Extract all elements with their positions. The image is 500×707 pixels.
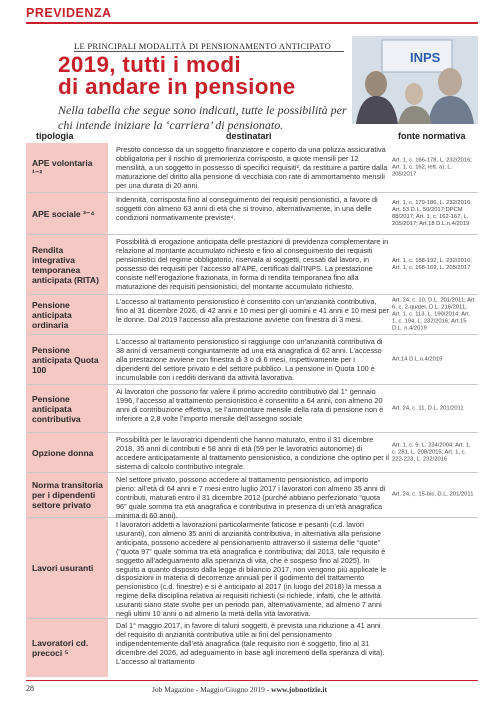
- article-title: [58, 54, 358, 98]
- table-row: [26, 193, 478, 235]
- inps-photo-illustration: [352, 36, 478, 124]
- title-line-1: 2019, tutti i modi: [58, 52, 241, 77]
- row-reference: Art.14 D.L.n.4/2019: [392, 356, 443, 362]
- footer-url[interactable]: www.jobnotizie.it: [271, 685, 327, 694]
- row-type: Pensione anticipata Quota 100: [32, 344, 99, 375]
- footer-text: Job Magazine - Maggio/Giugno 2019 -: [152, 685, 272, 694]
- row-type: Norma transitoria per i dipendenti settore privato: [32, 480, 103, 510]
- table-row: [26, 295, 478, 335]
- row-type: APE sociale ³⁻⁴: [32, 208, 95, 219]
- row-type-cell: [26, 193, 108, 234]
- row-description: Nel settore privato, possono accedere al trattamento pensionistico, ad importo pieno: all’età di 64 anni e 7 mesi entro luglio 2017 i lavoratori con almeno 35 anni di contributi, maturati entro il 31 dicembre 2012 (purché abbiano perfezionato “quota 96” quale somma tra età anagrafica e contributiva in presenza di un’età anagrafica minima di 60 anni).: [116, 475, 386, 520]
- row-reference: Art. 24, c. 11, D.L. 201/2011: [392, 405, 464, 411]
- footer: [152, 685, 327, 694]
- section-label: PREVIDENZA: [26, 6, 112, 20]
- row-type-cell: [26, 619, 108, 677]
- row-reference: Art. 1, c. 188-192, L. 232/2016; Art. 1, c. 168-169, L. 205/2017: [392, 257, 472, 271]
- column-header-fonte: fonte normativa: [398, 131, 466, 141]
- table-row: [26, 235, 478, 295]
- row-type: Lavoratori cd. precoci ⁵: [32, 638, 89, 658]
- row-description: L’accesso al trattamento pensionistico è consentito con un’anzianità contributiva, fino al 31 dicembre 2026, di 42 anni e 10 mesi per gli uomini e 41 anni e 10 mesi per le donne. Dal 2019 l’accesso alla prestazione avviene con finestra di 3 mesi.: [116, 297, 389, 324]
- row-reference: Art. 1, c. 179-186, L. 232/2016; Art. 53 D.L. 50/2017;DPCM 88/2017; Art. 1, c. 162-167, L. 205/2017; Art.18 D.L.n.4/2019: [392, 199, 472, 227]
- pension-table: [26, 143, 478, 677]
- table-row: [26, 433, 478, 473]
- row-type: Lavori usuranti: [32, 563, 94, 573]
- article-subtitle: Nella tabella che segue sono indicati, tutte le possibilità per chi intende iniziare la ‘carriera’ di pensionato.: [58, 103, 347, 132]
- footer-rule: [26, 680, 478, 681]
- row-type-cell: [26, 473, 108, 517]
- row-type-cell: [26, 235, 108, 294]
- page-number: 28: [26, 684, 34, 693]
- header-rule: [26, 22, 478, 24]
- table-row: [26, 385, 478, 433]
- row-type-cell: [26, 518, 108, 618]
- row-reference: Art. 1, c. 9, L. 234/2004; Art. 1, c. 281, L. 208/2015; Art. 1, c. 222-223, L. 232/2016: [392, 442, 471, 462]
- column-header-tipologia: tipologia: [36, 131, 74, 141]
- row-type: Pensione anticipata contributiva: [32, 393, 81, 424]
- row-reference: Art. 24, c. 15-bis, D.L. 201/2011: [392, 491, 474, 498]
- row-type: APE volontaria ¹⁻²: [32, 157, 93, 178]
- row-type-cell: [26, 335, 108, 384]
- row-type-cell: [26, 143, 108, 192]
- row-description: Indennità, corrisposta fino al conseguimento dei requisiti pensionistici, a favore di soggetti con almeno 63 anni di età che si trovino, alternativamente, in una delle condizioni normativamente previste⁴.: [116, 195, 378, 222]
- row-type-cell: [26, 295, 108, 334]
- table-row: [26, 619, 478, 677]
- row-description: Ai lavoratori che possono far valere il primo accredito contributivo dal 1° gennaio 1996, l’accesso al trattamento pensionistico è consentito a 64 anni, con almeno 20 anni di contribuzione effettiva, se l’ammontare mensile della rata di pensione non è inferiore a 2,8 volte l’importo mensile dell’assegno sociale: [116, 387, 384, 423]
- row-type-cell: [26, 433, 108, 472]
- table-row: [26, 518, 478, 619]
- table-row: [26, 473, 478, 518]
- article-kicker: LE PRINCIPALI MODALITÀ DI PENSIONAMENTO ANTICIPATO: [74, 41, 332, 51]
- row-description: Possibilità di erogazione anticipata delle prestazioni di previdenza complementare in relazione al montante accumulato richiesto e fino al conseguimento dei requisiti pensionistici del regime obbligatorio, riservata ai soggetti, cessati dal lavoro, in possesso dei requisiti per l’accesso all’APE, certificati dall’INPS. La prestazione consiste nell’erogazione frazionata, in forma di rendita temporanea fino alla maturazione dei requisiti pensionistici, del montante accumulato richiesto.: [116, 237, 389, 291]
- row-description: Possibilità per le lavoratrici dipendenti che hanno maturato, entro il 31 dicembre 2018, 35 anni di contributi e 58 anni di età (59 per le lavoratrici autonome) di accedere anticipatamente al trattamento pensionistico, a condizione che optino per il sistema di calcolo contributivo integrale.: [116, 435, 389, 471]
- table-row: [26, 335, 478, 385]
- inps-photo: [352, 36, 478, 124]
- row-type: Opzione donna: [32, 447, 94, 458]
- row-type-cell: [26, 385, 108, 432]
- row-reference: Art. 24, c. 10, D.L. 201/2011; Art. 6, c. 2-quater, D.L. 216/2011; Art. 1, c. 113, L. 190/2014; Art. 1, c. 194, L. 232/2016; Art.15 D.L. n.4/2019: [392, 297, 476, 331]
- title-line-2: di andare in pensione: [58, 74, 296, 99]
- row-type: Rendita integrativa temporanea anticipata (RITA): [32, 244, 99, 285]
- column-header-destinatari: destinatari: [226, 131, 272, 141]
- row-description: I lavoratori addetti a lavorazioni particolarmente faticose e pesanti (c.d. lavori usuranti), con almeno 35 anni di anzianità contributiva, in alternativa alla pensione anticipata, possono accedere al pensionamento attraverso il sistema delle “quote” (“quota 97” quale somma tra età anagrafica e contributiva; dal 2013, tale requisito è soggetto all’adeguamento alla speranza di vita, che è sospeso fino al 2025). In seguito a quanto disposto dalla legge di bilancio 2017, non vengono più applicate le disposizioni in materia di decorrenze annuali per il godimento del trattamento pensionistico (c.d. finestre) e si è anticipato al 2017 (in luogo del 2018) la messa a regime della disciplina relativa ai requisiti richiesti (si richiede, infatti, che le attività usuranti siano state svolte per un periodo pari, alternativamente, ad almeno 7 anni negli ultimi 10 anni o ad almeno la metà della vita lavorativa.: [116, 520, 387, 619]
- table-row: [26, 143, 478, 193]
- row-description: Dal 1° maggio 2017, in favore di taluni soggetti, è prevista una riduzione a 41 anni del requisito di anzianità contributiva utile ai fini del pensionamento indipendentemente dall’età anagrafica (tale requisito non è soggetto, fino al 31 dicembre del 2026, ad adeguamento in base agli incrementi della speranza di vita). L’accesso al trattamento: [116, 621, 385, 666]
- inps-sign-text: INPS: [410, 50, 441, 65]
- row-type: Pensione anticipata ordinaria: [32, 299, 72, 330]
- row-description: L’accesso al trattamento pensionistico si raggiunge con un’anzianità contributiva di 38 anni di versamenti congiuntamente ad una età anagrafica di 62 anni. L’accesso alla prestazione avviene con finestra di 3 o di 6 mesi, rispettivamente per i dipendenti del settore privato e del settore pubblico. La pensione in Quota 100 è incumulabile con i redditi derivanti da attività lavorativa.: [116, 337, 383, 382]
- row-description: Prestito concesso da un soggetto finanziatore e coperto da una polizza assicurativa obbligatoria per il rischio di premorienza corrisposto, a quote mensili per 12 mensilità, a un soggetto in possesso di specifici requisiti², da restituire a partire dalla maturazione del diritto alla pensione di vecchiaia con rate di ammortamento mensili per una durata di 20 anni.: [116, 145, 388, 190]
- row-reference: Art. 1, c. 166-178, L. 232/2016; Art. 1, c. 162, lett. a), L. 205/2017: [392, 157, 472, 177]
